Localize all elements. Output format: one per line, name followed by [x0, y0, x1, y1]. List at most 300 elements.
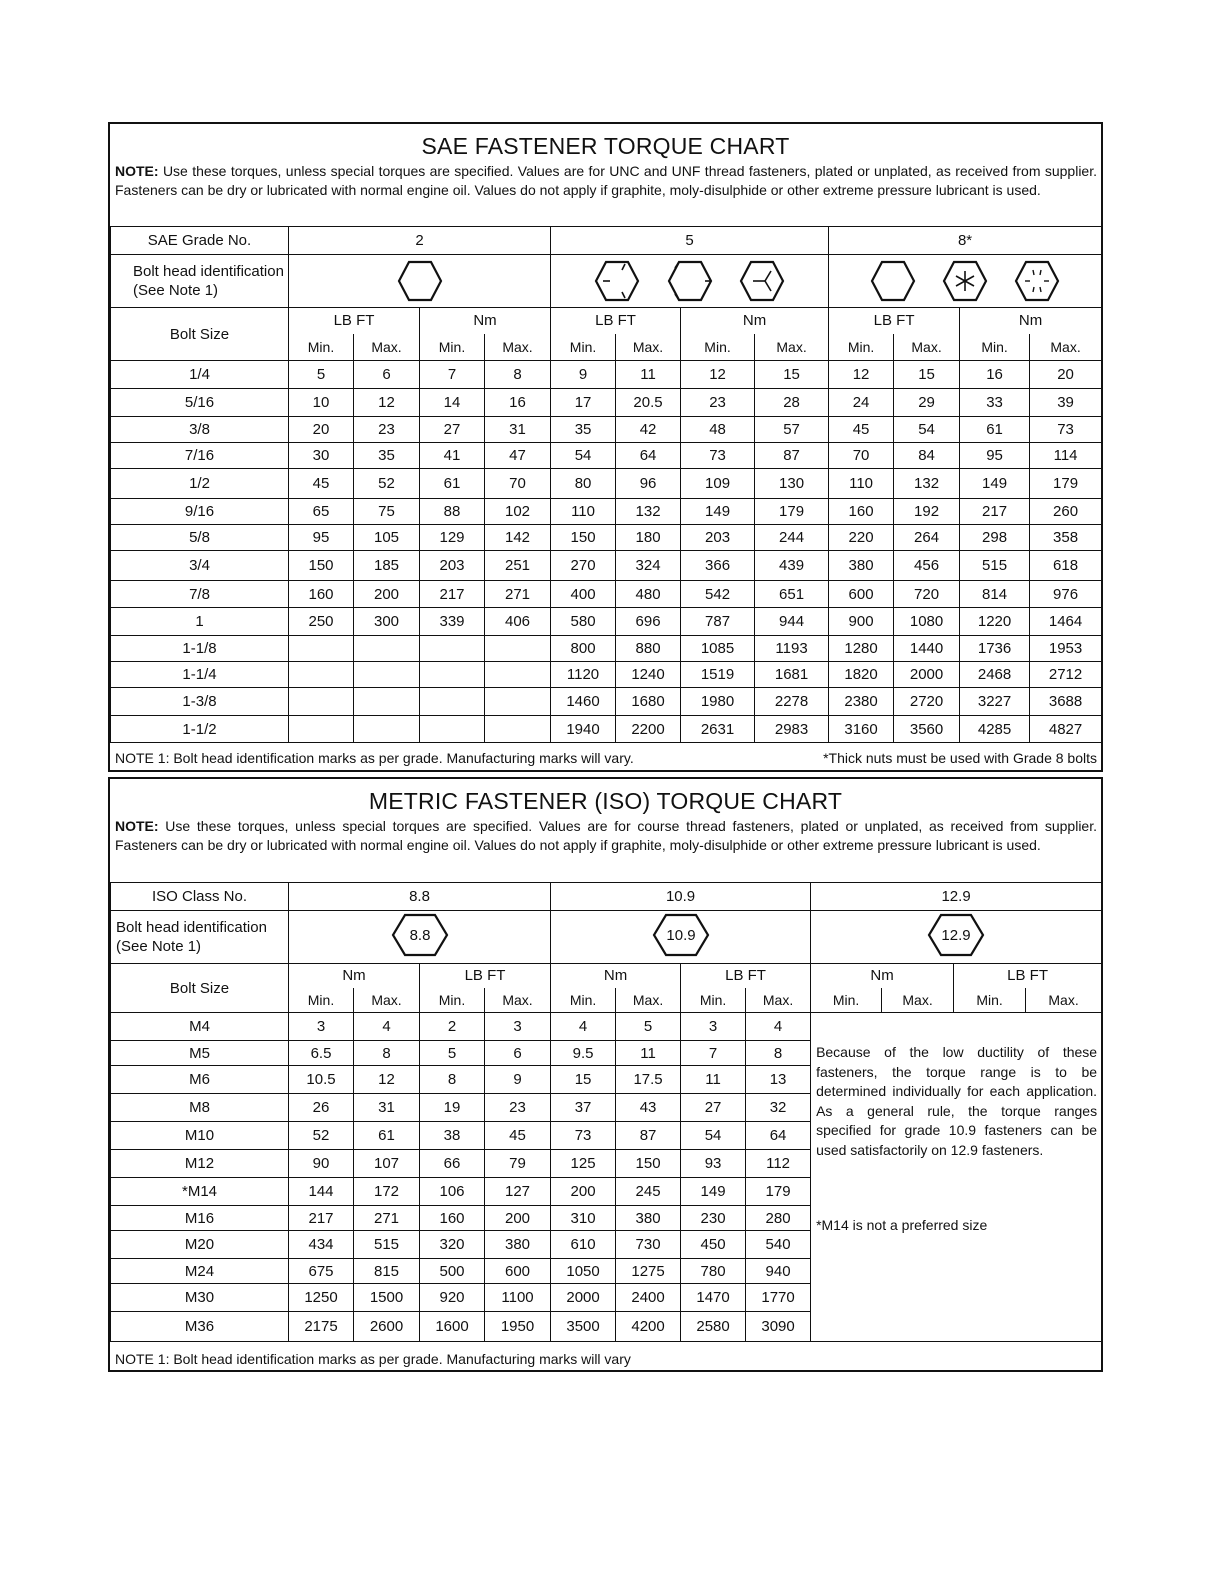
torque-value-cell: 127 [485, 1178, 551, 1206]
bolt-size-cell: 7/8 [111, 581, 289, 608]
torque-value-cell: 200 [551, 1178, 616, 1206]
torque-value-cell: 203 [420, 551, 485, 581]
torque-value-cell: 3 [289, 1013, 354, 1041]
torque-value-cell: 109 [681, 469, 755, 499]
torque-value-cell [420, 716, 485, 743]
sae-grade-5-marks [551, 255, 829, 308]
torque-value-cell: 515 [960, 551, 1030, 581]
bolt-size-cell: 5/16 [111, 389, 289, 417]
torque-value-cell: 675 [289, 1259, 354, 1284]
torque-value-cell: 203 [681, 525, 755, 551]
min-header: Min. [289, 334, 354, 361]
torque-value-cell: 450 [681, 1231, 746, 1259]
torque-value-cell: 9 [551, 361, 616, 389]
torque-value-cell: 2600 [354, 1312, 420, 1342]
torque-value-cell: 3560 [894, 716, 960, 743]
bolt-size-cell: 1-3/8 [111, 688, 289, 716]
torque-value-cell [420, 662, 485, 688]
torque-value-cell: 26 [289, 1094, 354, 1122]
torque-value-cell: 2631 [681, 716, 755, 743]
iso-bolt-head-label: Bolt head identification (See Note 1) [111, 911, 289, 964]
torque-value-cell: 73 [1030, 417, 1102, 443]
sae-grade-8: 8* [829, 227, 1102, 255]
torque-value-cell: 29 [894, 389, 960, 417]
torque-value-cell: 110 [829, 469, 894, 499]
torque-value-cell: 80 [551, 469, 616, 499]
torque-value-cell: 142 [485, 525, 551, 551]
min-header: Min. [289, 988, 354, 1013]
torque-value-cell: 480 [616, 581, 681, 608]
torque-value-cell: 9 [485, 1066, 551, 1094]
torque-value-cell: 8 [420, 1066, 485, 1094]
torque-value-cell: 11 [616, 1041, 681, 1066]
torque-value-cell: 31 [485, 417, 551, 443]
torque-value-cell: 4 [354, 1013, 420, 1041]
torque-value-cell: 2720 [894, 688, 960, 716]
torque-value-cell: 245 [616, 1178, 681, 1206]
torque-value-cell: 406 [485, 608, 551, 636]
torque-value-cell: 1940 [551, 716, 616, 743]
torque-value-cell: 129 [420, 525, 485, 551]
max-header: Max. [882, 988, 954, 1013]
torque-value-cell: 20 [1030, 361, 1102, 389]
torque-value-cell: 270 [551, 551, 616, 581]
torque-value-cell: 7 [681, 1041, 746, 1066]
torque-value-cell: 73 [551, 1122, 616, 1150]
torque-value-cell: 70 [829, 443, 894, 469]
min-header: Min. [829, 334, 894, 361]
torque-value-cell: 1950 [485, 1312, 551, 1342]
torque-value-cell: 3160 [829, 716, 894, 743]
torque-value-cell: 95 [960, 443, 1030, 469]
torque-value-cell: 380 [829, 551, 894, 581]
torque-value-cell: 12 [354, 389, 420, 417]
iso-unit-header: LB FT [954, 964, 1102, 988]
bolt-size-cell: M6 [111, 1066, 289, 1094]
hex-8-8-mark-icon [391, 913, 449, 957]
torque-value-cell: 434 [289, 1231, 354, 1259]
torque-value-cell: 2200 [616, 716, 681, 743]
iso-note [110, 817, 1101, 855]
max-header: Max. [616, 334, 681, 361]
torque-value-cell: 2000 [551, 1284, 616, 1312]
torque-value-cell: 4 [746, 1013, 811, 1041]
torque-value-cell: 920 [420, 1284, 485, 1312]
torque-value-cell: 70 [485, 469, 551, 499]
torque-value-cell: 515 [354, 1231, 420, 1259]
torque-value-cell: 64 [616, 443, 681, 469]
torque-value-cell: 880 [616, 636, 681, 662]
torque-value-cell: 35 [551, 417, 616, 443]
torque-value-cell: 66 [420, 1150, 485, 1178]
torque-value-cell: 1080 [894, 608, 960, 636]
torque-value-cell: 618 [1030, 551, 1102, 581]
torque-value-cell: 47 [485, 443, 551, 469]
table-row [111, 716, 1102, 743]
hex-y-mark-icon [739, 260, 785, 302]
torque-value-cell: 456 [894, 551, 960, 581]
torque-value-cell: 4285 [960, 716, 1030, 743]
min-header: Min. [420, 988, 485, 1013]
torque-value-cell: 61 [354, 1122, 420, 1150]
torque-value-cell: 800 [551, 636, 616, 662]
torque-value-cell: 61 [960, 417, 1030, 443]
hex-10-9-mark-icon [652, 913, 710, 957]
iso-footer [115, 1351, 1097, 1367]
hex-label: 10.9 [665, 927, 696, 944]
iso-class-8-8: 8.8 [289, 883, 551, 911]
torque-value-cell: 52 [289, 1122, 354, 1150]
hex-label: 12.9 [941, 927, 971, 944]
sae-table [110, 226, 1102, 743]
max-header: Max. [755, 334, 829, 361]
iso-unit-header: LB FT [681, 964, 811, 988]
hex-three-radial-lines-icon [594, 260, 640, 302]
torque-value-cell: 2580 [681, 1312, 746, 1342]
min-header: Min. [681, 988, 746, 1013]
torque-value-cell: 132 [616, 499, 681, 525]
torque-value-cell: 87 [755, 443, 829, 469]
torque-value-cell: 27 [420, 417, 485, 443]
hex-label: 8.8 [409, 927, 430, 944]
torque-value-cell: 696 [616, 608, 681, 636]
torque-value-cell: 41 [420, 443, 485, 469]
torque-value-cell: 75 [354, 499, 420, 525]
sae-footnote-left: NOTE 1: Bolt head identification marks as per grade. Manufacturing marks will vary. [115, 750, 634, 766]
sae-grade-2: 2 [289, 227, 551, 255]
torque-value-cell: 1100 [485, 1284, 551, 1312]
iso-note-text: Use these torques, unless special torques are specified. Values are for course thread fasteners, plated or unplated, as received from supplier. Fasteners can be dry or lubricated with normal engine oil. Values do not apply if graphite, moly-disulphide or other extreme pressure lubricant is used. [115, 818, 1097, 853]
torque-value-cell: 400 [551, 581, 616, 608]
torque-value-cell: 2000 [894, 662, 960, 688]
torque-value-cell: 220 [829, 525, 894, 551]
torque-value-cell: 2712 [1030, 662, 1102, 688]
ductility-note: Because of the low ductility of these fasteners, the torque range is to be determined individually for each application. As a general rule, the torque ranges specified for grade 10.9 fasteners can be used satisfactorily on 12.9 fasteners. [816, 1044, 1098, 1158]
torque-value-cell: 1681 [755, 662, 829, 688]
torque-value-cell: 8 [746, 1041, 811, 1066]
max-header: Max. [746, 988, 811, 1013]
torque-value-cell: 11 [616, 361, 681, 389]
iso-table [110, 882, 1102, 1342]
torque-value-cell: 54 [551, 443, 616, 469]
iso-10-9-mark [551, 911, 811, 964]
iso-torque-chart [108, 777, 1103, 1372]
torque-value-cell: 6.5 [289, 1041, 354, 1066]
torque-value-cell: 15 [551, 1066, 616, 1094]
torque-value-cell: 244 [755, 525, 829, 551]
torque-value-cell: 87 [616, 1122, 681, 1150]
torque-value-cell: 54 [681, 1122, 746, 1150]
torque-value-cell [289, 688, 354, 716]
bolt-size-cell: 3/4 [111, 551, 289, 581]
torque-value-cell: 12 [829, 361, 894, 389]
torque-value-cell: 651 [755, 581, 829, 608]
torque-value-cell: 1980 [681, 688, 755, 716]
torque-value-cell [289, 716, 354, 743]
torque-value-cell [485, 688, 551, 716]
torque-value-cell: 27 [681, 1094, 746, 1122]
torque-value-cell: 114 [1030, 443, 1102, 469]
torque-value-cell: 271 [485, 581, 551, 608]
bolt-size-cell: 1-1/2 [111, 716, 289, 743]
table-row [111, 499, 1102, 525]
torque-value-cell: 600 [829, 581, 894, 608]
torque-value-cell: 1953 [1030, 636, 1102, 662]
torque-value-cell: 130 [755, 469, 829, 499]
table-row [111, 662, 1102, 688]
torque-value-cell: 16 [960, 361, 1030, 389]
iso-class-12-9: 12.9 [811, 883, 1102, 911]
torque-value-cell: 23 [681, 389, 755, 417]
torque-value-cell: 13 [746, 1066, 811, 1094]
torque-value-cell: 20 [289, 417, 354, 443]
torque-value-cell: 45 [485, 1122, 551, 1150]
sae-grade-label: SAE Grade No. [111, 227, 289, 255]
table-row [111, 469, 1102, 499]
torque-value-cell: 160 [289, 581, 354, 608]
bolt-size-cell: M12 [111, 1150, 289, 1178]
torque-value-cell: 149 [681, 1178, 746, 1206]
bolt-size-cell: 1 [111, 608, 289, 636]
torque-value-cell: 65 [289, 499, 354, 525]
torque-value-cell: 200 [485, 1206, 551, 1231]
torque-value-cell: 1240 [616, 662, 681, 688]
torque-value-cell: 79 [485, 1150, 551, 1178]
iso-unit-header: Nm [289, 964, 420, 988]
torque-value-cell: 144 [289, 1178, 354, 1206]
table-row [111, 688, 1102, 716]
bolt-size-cell: M4 [111, 1013, 289, 1041]
torque-value-cell: 57 [755, 417, 829, 443]
torque-value-cell: 84 [894, 443, 960, 469]
max-header: Max. [485, 988, 551, 1013]
torque-value-cell: 380 [616, 1206, 681, 1231]
bolt-size-cell: 5/8 [111, 525, 289, 551]
table-row [111, 581, 1102, 608]
torque-value-cell [485, 636, 551, 662]
torque-value-cell: 4 [551, 1013, 616, 1041]
iso-8-8-mark [289, 911, 551, 964]
torque-value-cell: 35 [354, 443, 420, 469]
iso-unit-header: Nm [811, 964, 954, 988]
table-row [111, 389, 1102, 417]
torque-value-cell: 4827 [1030, 716, 1102, 743]
torque-value-cell [354, 662, 420, 688]
torque-value-cell: 23 [485, 1094, 551, 1122]
torque-value-cell: 320 [420, 1231, 485, 1259]
torque-value-cell: 149 [960, 469, 1030, 499]
torque-value-cell: 217 [420, 581, 485, 608]
torque-value-cell: 4200 [616, 1312, 681, 1342]
torque-value-cell: 2175 [289, 1312, 354, 1342]
torque-value-cell: 815 [354, 1259, 420, 1284]
torque-value-cell: 6 [485, 1041, 551, 1066]
torque-value-cell: 24 [829, 389, 894, 417]
iso-12-9-mark [811, 911, 1102, 964]
iso-note-label: NOTE: [115, 818, 159, 834]
iso-class-label: ISO Class No. [111, 883, 289, 911]
torque-value-cell: 200 [354, 581, 420, 608]
torque-value-cell: 1600 [420, 1312, 485, 1342]
torque-value-cell: 358 [1030, 525, 1102, 551]
torque-value-cell: 28 [755, 389, 829, 417]
torque-value-cell: 1275 [616, 1259, 681, 1284]
sae-grade-8-marks [829, 255, 1102, 308]
torque-value-cell: 73 [681, 443, 755, 469]
torque-value-cell: 1470 [681, 1284, 746, 1312]
torque-value-cell: 38 [420, 1122, 485, 1150]
torque-value-cell: 45 [289, 469, 354, 499]
iso-class-10-9: 10.9 [551, 883, 811, 911]
torque-value-cell: 1770 [746, 1284, 811, 1312]
torque-value-cell: 720 [894, 581, 960, 608]
torque-value-cell: 95 [289, 525, 354, 551]
torque-value-cell [289, 636, 354, 662]
torque-value-cell: 264 [894, 525, 960, 551]
torque-value-cell: 17.5 [616, 1066, 681, 1094]
torque-value-cell: 2 [420, 1013, 485, 1041]
torque-value-cell: 31 [354, 1094, 420, 1122]
torque-value-cell: 90 [289, 1150, 354, 1178]
sae-note-text: Use these torques, unless special torques are specified. Values are for UNC and UNF thread fasteners, plated or unplated, as received from supplier. Fasteners can be dry or lubricated with normal engine oil. Values do not apply if graphite, moly-disulphide or other extreme pressure lubricant is used. [115, 163, 1097, 198]
torque-value-cell: 12 [681, 361, 755, 389]
torque-value-cell: 2400 [616, 1284, 681, 1312]
torque-value-cell: 600 [485, 1259, 551, 1284]
torque-value-cell: 105 [354, 525, 420, 551]
torque-value-cell: 180 [616, 525, 681, 551]
torque-value-cell: 23 [354, 417, 420, 443]
torque-value-cell: 439 [755, 551, 829, 581]
m14-note: *M14 is not a preferred size [816, 1217, 988, 1233]
table-row [111, 1013, 1102, 1041]
min-header: Min. [551, 334, 616, 361]
torque-value-cell: 1250 [289, 1284, 354, 1312]
sae-bolt-size-label: Bolt Size [111, 308, 289, 361]
torque-value-cell: 12 [354, 1066, 420, 1094]
sae-bolt-head-label: Bolt head identification (See Note 1) [111, 255, 289, 308]
torque-value-cell: 1736 [960, 636, 1030, 662]
bolt-size-cell: M20 [111, 1231, 289, 1259]
bolt-size-cell: 9/16 [111, 499, 289, 525]
torque-value-cell: 19 [420, 1094, 485, 1122]
torque-value-cell: 380 [485, 1231, 551, 1259]
bolt-size-cell: *M14 [111, 1178, 289, 1206]
torque-value-cell: 125 [551, 1150, 616, 1178]
torque-value-cell: 96 [616, 469, 681, 499]
sae-note [110, 162, 1101, 200]
torque-value-cell: 30 [289, 443, 354, 469]
bolt-size-cell: M16 [111, 1206, 289, 1231]
max-header: Max. [1026, 988, 1102, 1013]
bolt-size-cell: M8 [111, 1094, 289, 1122]
iso-bolt-size-label: Bolt Size [111, 964, 289, 1013]
torque-value-cell: 3 [681, 1013, 746, 1041]
torque-value-cell: 160 [829, 499, 894, 525]
bolt-size-cell: 1/4 [111, 361, 289, 389]
table-row [111, 551, 1102, 581]
torque-value-cell: 280 [746, 1206, 811, 1231]
torque-value-cell: 5 [289, 361, 354, 389]
torque-value-cell: 112 [746, 1150, 811, 1178]
torque-value-cell: 14 [420, 389, 485, 417]
torque-value-cell: 3 [485, 1013, 551, 1041]
torque-value-cell: 7 [420, 361, 485, 389]
torque-value-cell: 814 [960, 581, 1030, 608]
torque-value-cell: 179 [1030, 469, 1102, 499]
torque-value-cell: 150 [551, 525, 616, 551]
torque-value-cell: 500 [420, 1259, 485, 1284]
bolt-size-cell: 7/16 [111, 443, 289, 469]
torque-value-cell: 16 [485, 389, 551, 417]
torque-value-cell: 8 [354, 1041, 420, 1066]
torque-value-cell: 185 [354, 551, 420, 581]
sae-grade-2-marks [289, 255, 551, 308]
torque-value-cell [420, 636, 485, 662]
torque-value-cell: 11 [681, 1066, 746, 1094]
torque-value-cell: 54 [894, 417, 960, 443]
bolt-size-cell: M5 [111, 1041, 289, 1066]
torque-value-cell [354, 716, 420, 743]
sae-unit-header: Nm [960, 308, 1102, 334]
sae-torque-chart [108, 122, 1103, 772]
torque-value-cell: 102 [485, 499, 551, 525]
torque-value-cell [289, 662, 354, 688]
torque-value-cell: 1460 [551, 688, 616, 716]
bolt-size-cell: 3/8 [111, 417, 289, 443]
torque-value-cell: 192 [894, 499, 960, 525]
torque-value-cell: 1500 [354, 1284, 420, 1312]
table-row [111, 525, 1102, 551]
sae-note-label: NOTE: [115, 163, 159, 179]
max-header: Max. [354, 988, 420, 1013]
torque-value-cell: 179 [755, 499, 829, 525]
torque-value-cell: 45 [829, 417, 894, 443]
torque-value-cell: 9.5 [551, 1041, 616, 1066]
torque-value-cell: 780 [681, 1259, 746, 1284]
torque-value-cell: 1519 [681, 662, 755, 688]
hex-plain-icon [397, 260, 443, 302]
hex-marks-on-edges-icon [667, 260, 713, 302]
max-header: Max. [894, 334, 960, 361]
torque-value-cell: 15 [755, 361, 829, 389]
torque-value-cell: 2983 [755, 716, 829, 743]
torque-value-cell: 8 [485, 361, 551, 389]
torque-value-cell: 1220 [960, 608, 1030, 636]
torque-value-cell: 1193 [755, 636, 829, 662]
iso-chart-title: METRIC FASTENER (ISO) TORQUE CHART [368, 788, 843, 814]
bolt-size-cell: M10 [111, 1122, 289, 1150]
hex-12-9-mark-icon [927, 913, 985, 957]
torque-value-cell: 298 [960, 525, 1030, 551]
torque-value-cell: 88 [420, 499, 485, 525]
torque-value-cell: 310 [551, 1206, 616, 1231]
torque-value-cell: 5 [616, 1013, 681, 1041]
torque-value-cell: 940 [746, 1259, 811, 1284]
torque-value-cell: 271 [354, 1206, 420, 1231]
torque-value-cell: 172 [354, 1178, 420, 1206]
table-row [111, 608, 1102, 636]
torque-value-cell: 976 [1030, 581, 1102, 608]
torque-value-cell: 250 [289, 608, 354, 636]
torque-value-cell: 580 [551, 608, 616, 636]
sae-footer [115, 750, 1097, 766]
sae-unit-header: Nm [681, 308, 829, 334]
torque-value-cell: 900 [829, 608, 894, 636]
iso-unit-header: LB FT [420, 964, 551, 988]
sae-unit-header: LB FT [289, 308, 420, 334]
bolt-size-cell: 1-1/4 [111, 662, 289, 688]
torque-value-cell: 339 [420, 608, 485, 636]
